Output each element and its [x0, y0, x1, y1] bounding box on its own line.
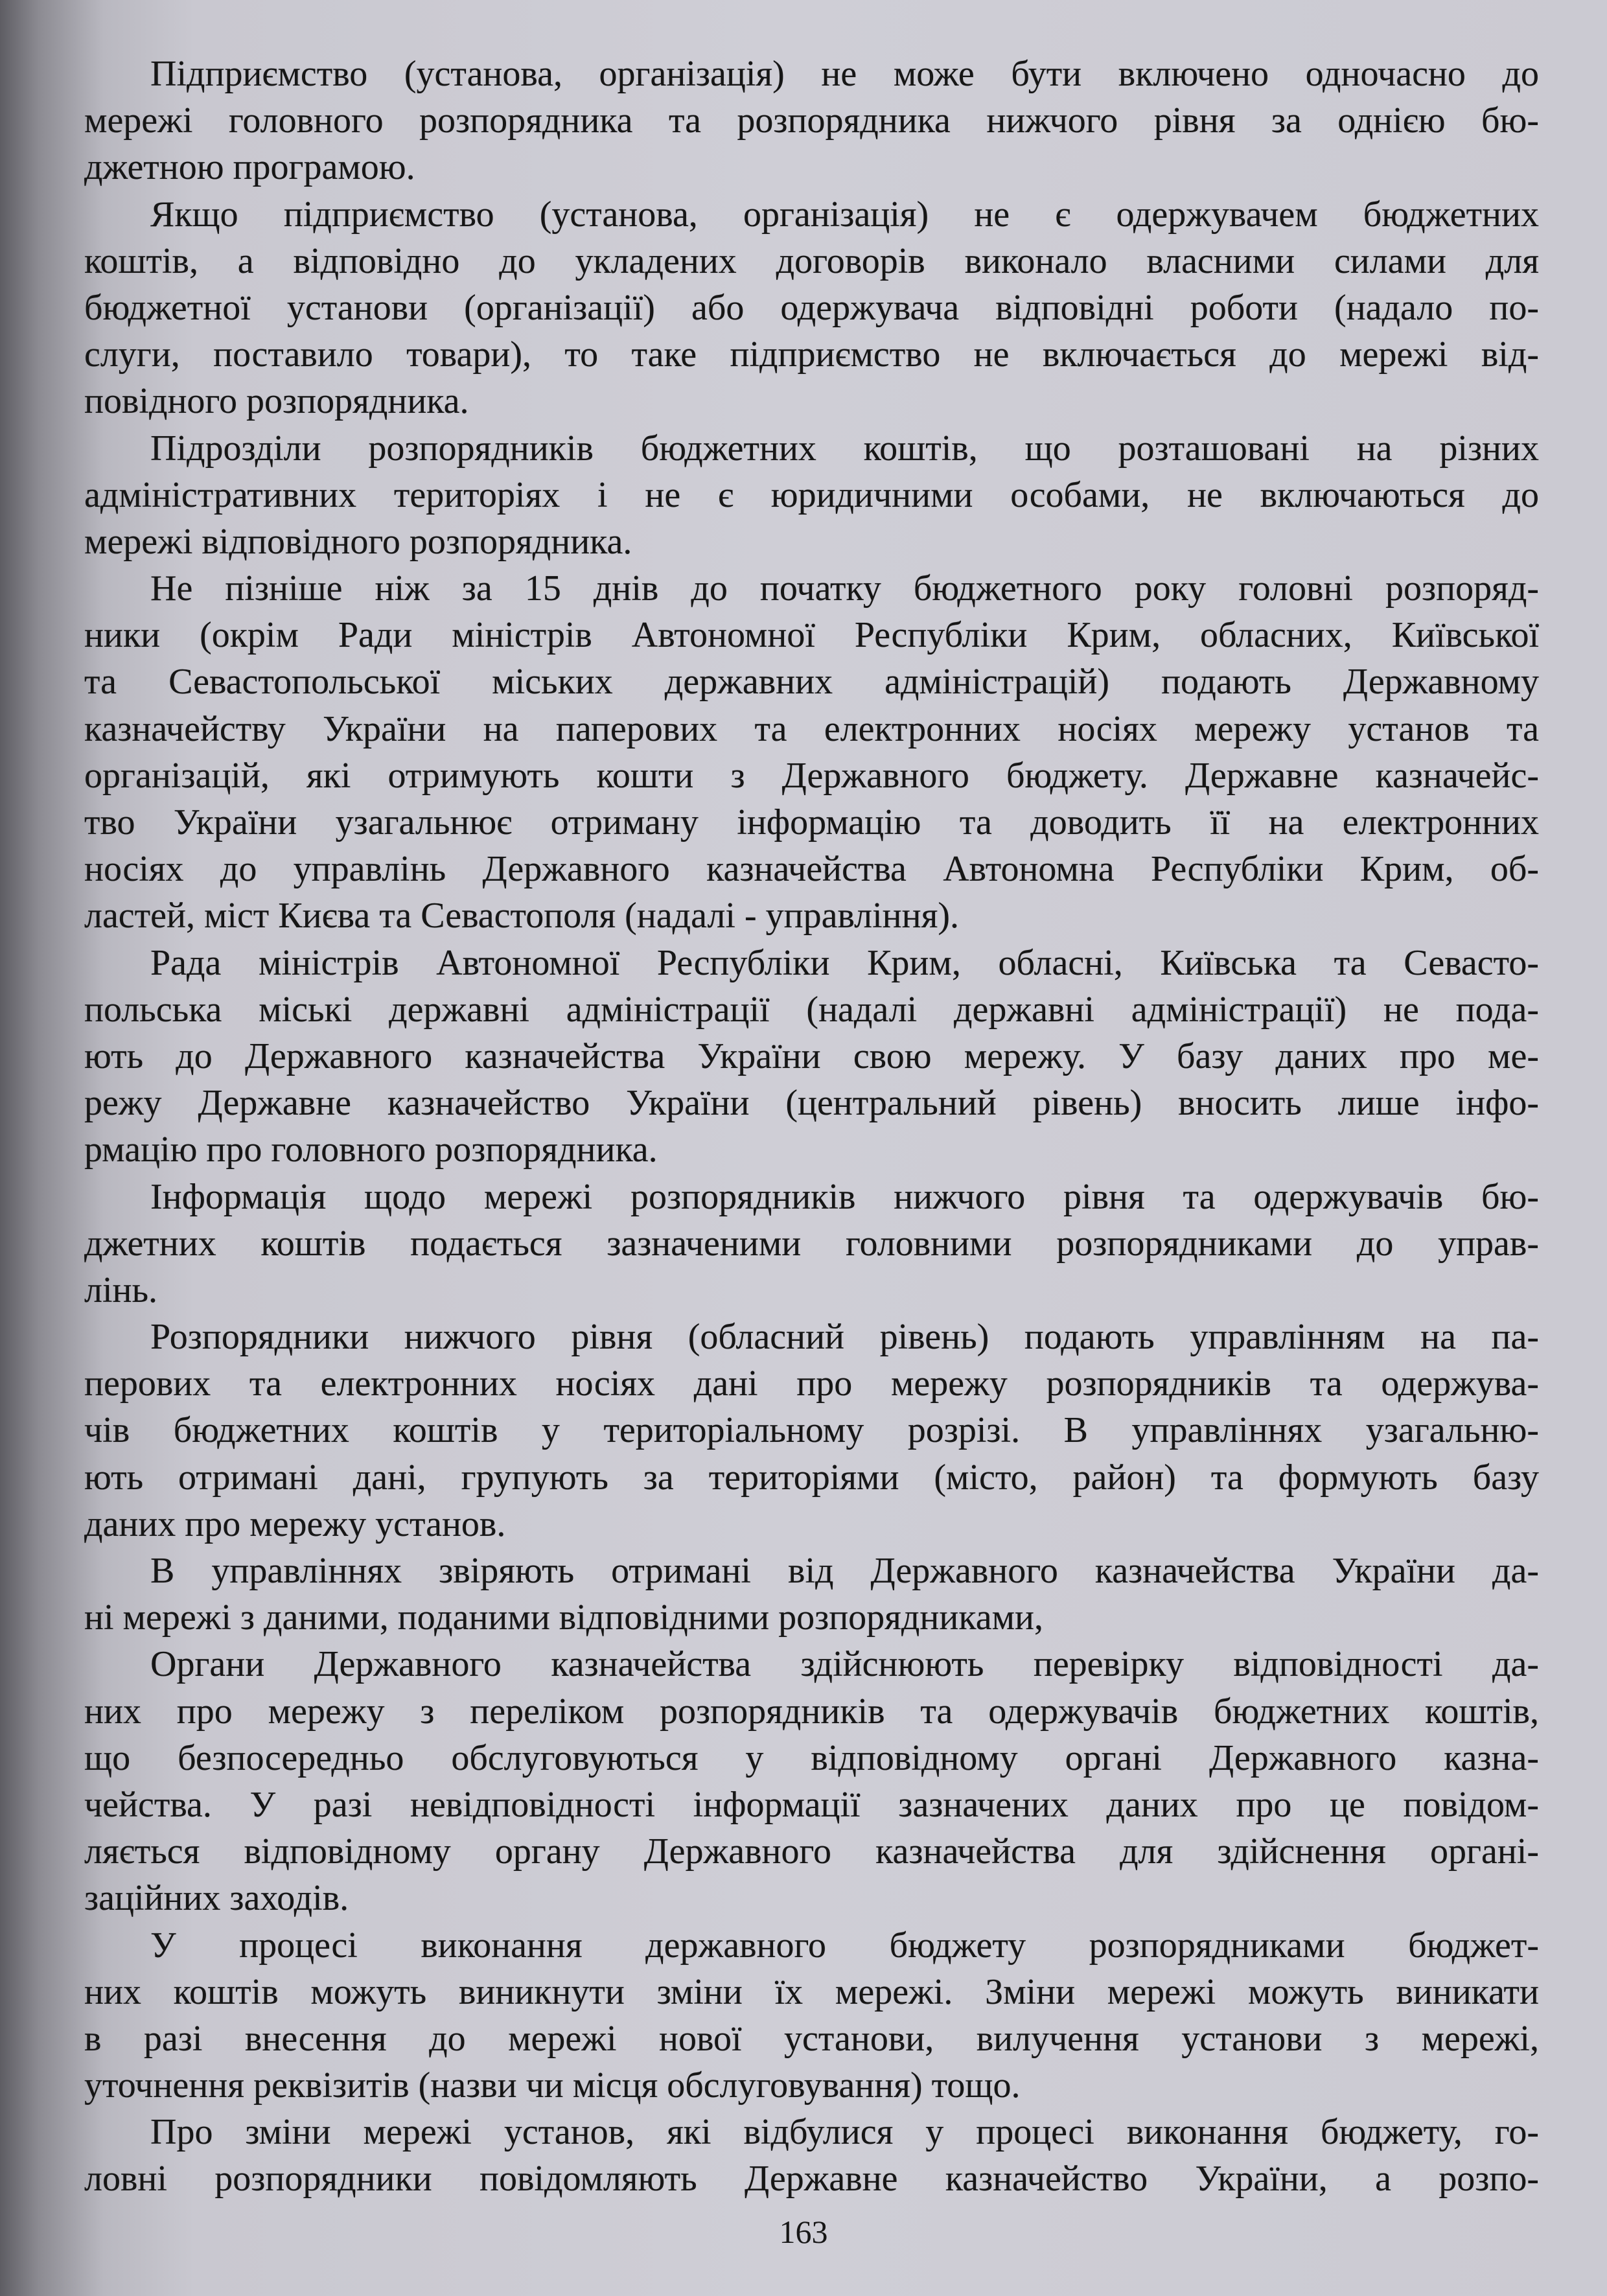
paragraph — [84, 1174, 1539, 1314]
text-line: ловні розпорядники повідомляють Державне казначейство України, а розпо- — [84, 2159, 1539, 2199]
text-line: організацій, які отримують кошти з Державного бюджету. Державне казначейс- — [84, 755, 1539, 796]
paragraph — [84, 51, 1539, 191]
text-line: Рада міністрів Автономної Республіки Крим, обласні, Київська та Севасто- — [150, 942, 1539, 983]
paragraph — [84, 191, 1539, 425]
text-line: мережі відповідного розпорядника. — [84, 521, 632, 562]
page-number: 163 — [779, 2214, 828, 2250]
text-line: Органи Державного казначейства здійснюють перевірку відповідності да- — [150, 1644, 1539, 1685]
text-line: них про мережу з переліком розпорядників та одержувачів бюджетних коштів, — [84, 1691, 1539, 1732]
text-line: лінь. — [84, 1270, 158, 1310]
paragraph — [84, 1548, 1539, 1641]
text-line: даних про мережу установ. — [84, 1503, 506, 1544]
text-line: в разі внесення до мережі нової установи, вилучення установи з мережі, — [84, 2018, 1539, 2059]
text-line: ляється відповідному органу Державного казначейства для здійснення органі- — [84, 1831, 1539, 1872]
paragraph — [84, 940, 1539, 1174]
text-line: ники (окрім Ради міністрів Автономної Республіки Крим, обласних, Київської — [84, 615, 1539, 656]
text-line: них коштів можуть виникнути зміни їх мережі. Зміни мережі можуть виникати — [84, 1971, 1539, 2012]
text-line: та Севастопольської міських державних адміністрацій) подають Державному — [84, 662, 1539, 702]
text-line: Не пізніше ніж за 15 днів до початку бюджетного року головні розпоряд- — [150, 568, 1539, 609]
text-line: Якщо підприємство (установа, організація) не є одержувачем бюджетних — [150, 194, 1539, 235]
text-line: адміністративних територіях і не є юридичними особами, не включаються до — [84, 474, 1539, 515]
text-line: казначейству України на паперових та електронних носіях мережу установ та — [84, 708, 1539, 749]
text-line: чейства. У разі невідповідності інформації зазначених даних про це повідом- — [84, 1784, 1539, 1825]
text-line: У процесі виконання державного бюджету розпорядниками бюджет- — [150, 1925, 1539, 1966]
text-line: рмацію про головного розпорядника. — [84, 1130, 658, 1170]
text-line: носіях до управлінь Державного казначейства Автономна Республіки Крим, об- — [84, 849, 1539, 890]
text-line: Про зміни мережі установ, які відбулися у процесі виконання бюджету, го- — [150, 2112, 1539, 2153]
text-line: ні мережі з даними, поданими відповідними розпорядниками, — [84, 1597, 1043, 1638]
text-line: тво України узагальнює отриману інформацію та доводить її на електронних — [84, 802, 1539, 842]
text-line: джетною програмою. — [84, 147, 415, 188]
paragraph — [84, 1922, 1539, 2109]
paragraph — [84, 425, 1539, 566]
text-line: мережі головного розпорядника та розпорядника нижчого рівня за однією бю- — [84, 100, 1539, 141]
text-line: повідного розпорядника. — [84, 381, 469, 422]
text-line: Інформація щодо мережі розпорядників нижчого рівня та одержувачів бю- — [150, 1176, 1539, 1217]
text-line: слуги, поставило товари), то таке підприємство не включається до мережі від- — [84, 334, 1539, 375]
text-line: коштів, а відповідно до укладених договорів виконало власними силами для — [84, 240, 1539, 281]
text-line: що безпосередньо обслуговуються у відповідному органі Державного казна- — [84, 1737, 1539, 1778]
text-line: чів бюджетних коштів у територіальному розрізі. В управліннях узагальню- — [84, 1410, 1539, 1451]
text-line: польська міські державні адміністрації (надалі державні адміністрації) не пода- — [84, 989, 1539, 1030]
paragraph — [84, 1314, 1539, 1548]
text-line: Розпорядники нижчого рівня (обласний рівень) подають управлінням на па- — [150, 1317, 1539, 1358]
text-line: ють отримані дані, групують за територіями (місто, район) та формують базу — [84, 1457, 1539, 1498]
text-line: режу Державне казначейство України (центральний рівень) вносить лише інфо- — [84, 1083, 1539, 1124]
text-line: В управліннях звіряють отримані від Державного казначейства України да- — [150, 1551, 1539, 1591]
text-line: Підприємство (установа, організація) не може бути включено одночасно до — [150, 54, 1539, 94]
paragraph — [84, 2109, 1539, 2202]
text-line: Підрозділи розпорядників бюджетних коштів, що розташовані на різних — [150, 428, 1539, 469]
text-line: джетних коштів подається зазначеними головними розпорядниками до управ- — [84, 1223, 1539, 1264]
paragraph — [84, 1641, 1539, 1921]
text-line: перових та електронних носіях дані про мережу розпорядників та одержува- — [84, 1363, 1539, 1404]
page-body-text — [84, 51, 1539, 2203]
text-line: ластей, міст Києва та Севастополя (надалі - управління). — [84, 896, 960, 936]
text-line: ють до Державного казначейства України свою мережу. У базу даних про ме- — [84, 1036, 1539, 1076]
text-line: бюджетної установи (організації) або одержувача відповідні роботи (надало по- — [84, 287, 1539, 328]
text-line: уточнення реквізитів (назви чи місця обслуговування) тощо. — [84, 2065, 1021, 2106]
text-line: заційних заходів. — [84, 1878, 349, 1919]
paragraph — [84, 565, 1539, 940]
